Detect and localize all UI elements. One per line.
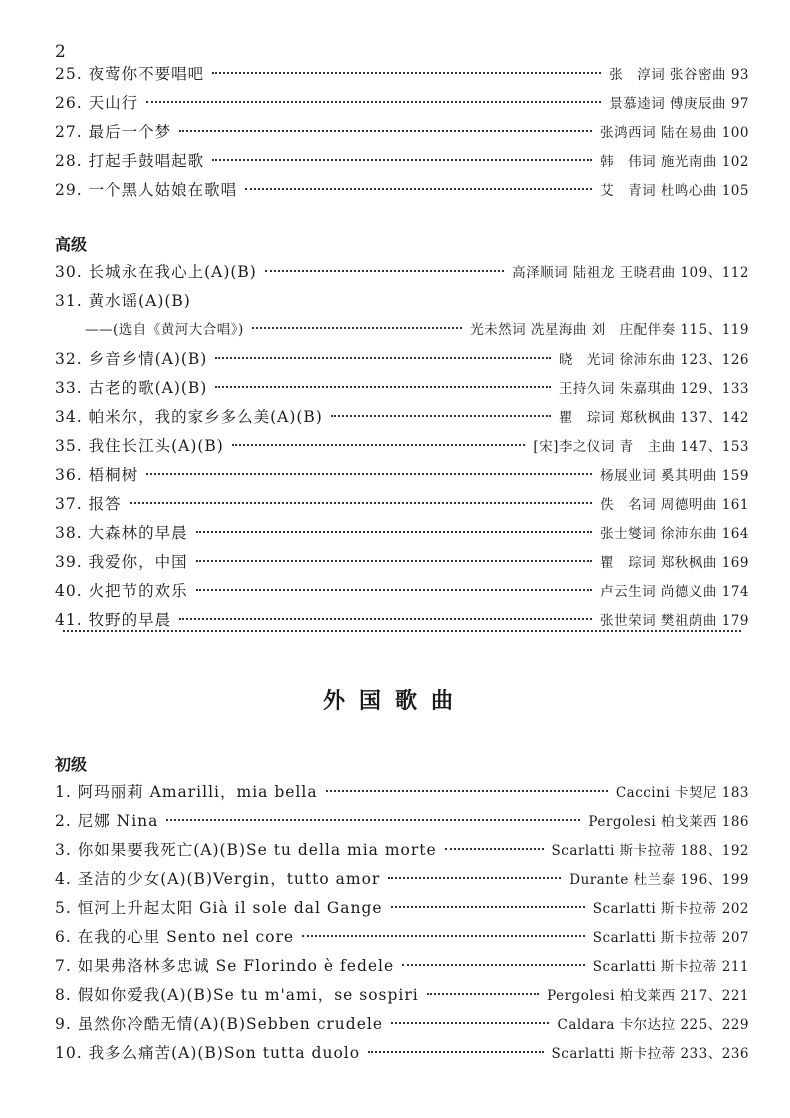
entry-credit: Caccini 卡契尼 183 bbox=[615, 785, 749, 801]
toc-entry bbox=[55, 548, 749, 577]
dot-leader bbox=[232, 444, 525, 446]
entry-credit: 佚 名词 周德明曲 161 bbox=[600, 497, 749, 513]
entry-credit: 光未然词 冼星海曲 刘 庄配伴奏 115、119 bbox=[470, 322, 749, 338]
entry-title: 37. 报答 bbox=[55, 495, 122, 513]
dot-leader bbox=[63, 630, 741, 632]
entry-credit: Pergolesi 柏戈莱西 217、221 bbox=[547, 988, 749, 1004]
dot-leader bbox=[130, 502, 593, 504]
toc-entry bbox=[55, 836, 749, 865]
dot-leader bbox=[215, 357, 551, 359]
entry-credit: 杨展业词 奚其明曲 159 bbox=[600, 468, 749, 484]
dot-leader bbox=[215, 386, 551, 388]
dot-leader bbox=[146, 473, 592, 475]
entry-title: 36. 梧桐树 bbox=[55, 466, 139, 484]
toc-group-foreign-beginner bbox=[55, 778, 749, 1068]
entry-title: 28. 打起手鼓唱起歌 bbox=[55, 152, 205, 170]
entry-title: 1. 阿玛丽莉 Amarilli，mia bella bbox=[55, 783, 318, 801]
entry-credit: Scarlatti 斯卡拉蒂 233、236 bbox=[551, 1046, 749, 1062]
entry-credit: 瞿 琮词 郑秋枫曲 137、142 bbox=[558, 410, 749, 426]
toc-entry bbox=[55, 432, 749, 461]
dot-leader bbox=[368, 1051, 543, 1053]
entry-title: 38. 大森林的早晨 bbox=[55, 524, 188, 542]
toc-entry bbox=[55, 923, 749, 952]
toc-entry bbox=[55, 865, 749, 894]
dot-leader bbox=[196, 589, 593, 591]
entry-credit: Caldara 卡尔达拉 225、229 bbox=[557, 1017, 749, 1033]
entry-title: 33. 古老的歌(A)(B) bbox=[55, 379, 208, 397]
entry-title: 30. 长城永在我心上(A)(B) bbox=[55, 263, 257, 281]
dot-leader bbox=[166, 819, 580, 821]
page-number: 2 bbox=[55, 42, 66, 62]
dot-leader bbox=[146, 101, 601, 103]
dot-leader bbox=[265, 270, 504, 272]
entry-title: 39. 我爱你，中国 bbox=[55, 553, 188, 571]
entry-subtitle: ——(选自《黄河大合唱》) bbox=[85, 322, 244, 338]
dot-leader bbox=[427, 993, 539, 995]
toc-entry bbox=[55, 403, 749, 432]
entry-credit: Durante 杜兰泰 196、199 bbox=[569, 872, 749, 888]
toc-entry bbox=[55, 577, 749, 606]
entry-credit: Pergolesi 柏戈莱西 186 bbox=[588, 814, 749, 830]
toc-entry bbox=[55, 60, 749, 89]
dot-leader bbox=[402, 964, 585, 966]
dot-leader bbox=[326, 790, 608, 792]
dot-leader bbox=[391, 906, 585, 908]
toc-entry bbox=[55, 345, 749, 374]
toc-entry bbox=[55, 176, 749, 205]
entry-credit: Scarlatti 斯卡拉蒂 188、192 bbox=[551, 843, 749, 859]
entry-title: 8. 假如你爱我(A)(B)Se tu m'ami，se sospiri bbox=[55, 986, 419, 1004]
toc-entry bbox=[55, 1039, 749, 1068]
dot-leader bbox=[179, 618, 592, 620]
entry-title: 26. 天山行 bbox=[55, 94, 139, 112]
entry-title: 3. 你如果要我死亡(A)(B)Se tu della mia morte bbox=[55, 841, 437, 859]
toc-entry bbox=[55, 287, 749, 316]
toc-entry bbox=[55, 952, 749, 981]
toc-entry bbox=[55, 519, 749, 548]
dot-leader bbox=[445, 848, 544, 850]
dot-leader bbox=[388, 877, 561, 879]
entry-title: 25. 夜莺你不要唱吧 bbox=[55, 65, 205, 83]
entry-credit: 卢云生词 尚德义曲 174 bbox=[600, 584, 749, 600]
entry-title: 2. 尼娜 Nina bbox=[55, 812, 159, 830]
entry-credit: 张士燮词 徐沛东曲 164 bbox=[600, 526, 749, 542]
dot-leader bbox=[212, 159, 592, 161]
entry-credit: 瞿 琮词 郑秋枫曲 169 bbox=[600, 555, 749, 571]
section-label-beginner: 初级 bbox=[55, 755, 88, 774]
toc-entry bbox=[55, 374, 749, 403]
dot-leader bbox=[245, 188, 592, 190]
dot-leader bbox=[212, 72, 601, 74]
dot-leader bbox=[179, 130, 592, 132]
toc-entry bbox=[55, 490, 749, 519]
toc-entry-sub bbox=[55, 316, 749, 345]
entry-title: 10. 我多么痛苦(A)(B)Son tutta duolo bbox=[55, 1044, 361, 1062]
dot-leader bbox=[302, 935, 585, 937]
toc-entry bbox=[55, 778, 749, 807]
entry-credit: 张世荣词 樊祖荫曲 179 bbox=[600, 613, 749, 629]
toc-entry bbox=[55, 807, 749, 836]
section-label-advanced: 高级 bbox=[55, 235, 88, 254]
entry-title: 40. 火把节的欢乐 bbox=[55, 582, 188, 600]
toc-group-advanced bbox=[55, 258, 749, 664]
entry-credit: Scarlatti 斯卡拉蒂 207 bbox=[592, 930, 749, 946]
entry-title: 4. 圣洁的少女(A)(B)Vergin，tutto amor bbox=[55, 870, 381, 888]
entry-credit: 艾 青词 杜鸣心曲 105 bbox=[600, 183, 749, 199]
entry-credit: 韩 伟词 施光南曲 102 bbox=[600, 154, 749, 170]
toc-entry bbox=[55, 147, 749, 176]
entry-title: 9. 虽然你冷酷无情(A)(B)Sebben crudele bbox=[55, 1015, 384, 1033]
entry-title: 31. 黄水谣(A)(B) bbox=[55, 292, 191, 310]
dot-leader bbox=[391, 1022, 549, 1024]
dot-leader bbox=[196, 531, 593, 533]
entry-credit: Scarlatti 斯卡拉蒂 202 bbox=[592, 901, 749, 917]
entry-credit: 王持久词 朱嘉琪曲 129、133 bbox=[558, 381, 749, 397]
entry-title: 27. 最后一个梦 bbox=[55, 123, 172, 141]
dot-leader bbox=[331, 415, 551, 417]
entry-credit: [宋]李之仪词 青 主曲 147、153 bbox=[533, 439, 749, 455]
entry-credit: 高泽顺词 陆祖龙 王晓君曲 109、112 bbox=[512, 265, 749, 281]
entry-title: 5. 恒河上升起太阳 Già il sole dal Gange bbox=[55, 899, 383, 917]
toc-entry bbox=[55, 635, 749, 664]
entry-title: 34. 帕米尔，我的家乡多么美(A)(B) bbox=[55, 408, 323, 426]
entry-credit: 晓 光词 徐沛东曲 123、126 bbox=[558, 352, 749, 368]
section-heading-foreign-songs: 外国歌曲 bbox=[322, 689, 467, 714]
toc-entry bbox=[55, 89, 749, 118]
entry-credit: 张 淳词 张谷密曲 93 bbox=[609, 67, 749, 83]
toc-entry bbox=[55, 118, 749, 147]
entry-title: 32. 乡音乡情(A)(B) bbox=[55, 350, 208, 368]
entry-title: 6. 在我的心里 Sento nel core bbox=[55, 928, 295, 946]
entry-credit: 景慕逵词 傅庚辰曲 97 bbox=[609, 96, 749, 112]
entry-title: 35. 我住长江头(A)(B) bbox=[55, 437, 224, 455]
dot-leader bbox=[252, 327, 462, 329]
toc-group-intermediate bbox=[55, 60, 749, 205]
toc-entry bbox=[55, 258, 749, 287]
entry-title: 7. 如果弗洛林多忠诚 Se Florindo è fedele bbox=[55, 957, 395, 975]
entry-title: 29. 一个黑人姑娘在歌唱 bbox=[55, 181, 238, 199]
entry-credit: 张鸿西词 陆在易曲 100 bbox=[600, 125, 749, 141]
toc-entry bbox=[55, 461, 749, 490]
entry-title: 41. 牧野的早晨 bbox=[55, 611, 172, 629]
entry-credit: Scarlatti 斯卡拉蒂 211 bbox=[592, 959, 749, 975]
toc-entry bbox=[55, 894, 749, 923]
dot-leader bbox=[196, 560, 593, 562]
toc-entry bbox=[55, 1010, 749, 1039]
toc-entry bbox=[55, 981, 749, 1010]
